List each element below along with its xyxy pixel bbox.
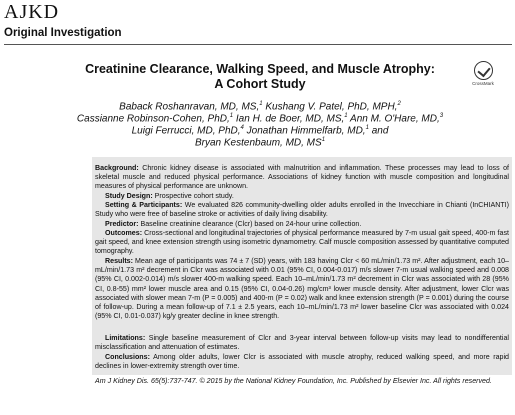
- crossmark-icon: [474, 61, 493, 80]
- author-line: Luigi Ferrucci, MD, PhD,$^4$ Jonathan Himmelfarb, MD,$^1$ and: [131, 125, 389, 137]
- crossmark-badge[interactable]: [467, 61, 499, 86]
- abstract-conclusions: Conclusions: Among older adults, lower Clcr is associated with muscle atrophy, reduced walking speed, and more rapid declines in lower-extremity strength over time.: [95, 353, 509, 371]
- journal-name: AJKD: [4, 1, 60, 23]
- author-line: Cassianne Robinson-Cohen, PhD,$^1$ Ian H. de Boer, MD, MS,$^1$ Ann M. O'Hare, MD,$^3$: [76, 113, 444, 125]
- header-divider: [4, 44, 512, 45]
- abstract-background: Background: Chronic kidney disease is associated with malnutrition and inflammation. These processes may lead to loss of skeletal muscle and reduced physical performance. Associations of kidney function with muscle composition and longitudinal measures of physical performance are unknown.: [95, 164, 509, 191]
- article-title-line-1: Creatinine Clearance, Walking Speed, and Muscle Atrophy:: [85, 62, 435, 76]
- citation: Am J Kidney Dis. 65(5):737-747. © 2015 by the National Kidney Foundation, Inc. Published by Elsevier Inc. All rights reserved.: [95, 377, 492, 385]
- abstract-limitations: Limitations: Single baseline measurement of Clcr and 3-year interval between follow-up visits may lead to nondifferential misclassification and attenuation of estimates.: [95, 334, 509, 352]
- section-label: Original Investigation: [4, 27, 122, 39]
- abstract-predictor: Predictor: Baseline creatinine clearance (Clcr) based on 24-hour urine collection.: [105, 220, 362, 228]
- article-title-line-2: A Cohort Study: [214, 77, 306, 91]
- author-line: Bryan Kestenbaum, MD, $MS^1$: [194, 137, 326, 149]
- abstract-study-design: Study Design: Prospective cohort study.: [105, 192, 234, 200]
- author-line: Baback Roshanravan, MD, MS,$^1$ Kushang V. Patel, PhD, MPH,$^2$: [119, 101, 401, 113]
- abstract-results: Results: Mean age of participants was 74 ± 7 (SD) years, with 183 having Clcr < 60 mL/min/1.73 m². After adjustment, each 10–mL/min/1.73 m² decrement in Clcr was associated with 0.01 (95% CI, 0.004-0.017) m/s slower 7-m usual walking speed and 0.008 (95% CI, 0.002-0.014) m/s slower 400-m walking speed. Each 10–mL/min/1.73 m² decrement in Clcr was associated with 28 (95% CI, 0.8-55) mm² lower muscle area and 0.15 (95% CI, 0.04-0.26) mg/cm³ lower muscle density. After adjustment, lower Clcr was associated with slower mean 7-m (P = 0.005) and 400-m (P = 0.02) walk and knee extension strength (P = 0.001) during the course of follow-up. During a mean follow-up of 7.1 ± 2.5 years, each 10–mL/min/1.73 m² lower baseline Clcr was associated with 0.024 (95% CI, 0.01-0.037) kg/y greater decline in knee strength.: [95, 257, 509, 321]
- abstract-setting: Setting & Participants: We evaluated 826 community-dwelling older adults enrolled in the Invecchiare in Chianti (InCHIANTI) Study who were free of baseline stroke or activities of daily living disability.: [95, 201, 509, 219]
- abstract-outcomes: Outcomes: Cross-sectional and longitudinal trajectories of physical performance measured by 7-m usual gait speed, 400-m fast gait speed, and knee extension strength using isometric dynamometry. Calf muscle composition assessed by quantitative computed tomography.: [95, 229, 509, 256]
- crossmark-label: CrossMark: [472, 81, 494, 86]
